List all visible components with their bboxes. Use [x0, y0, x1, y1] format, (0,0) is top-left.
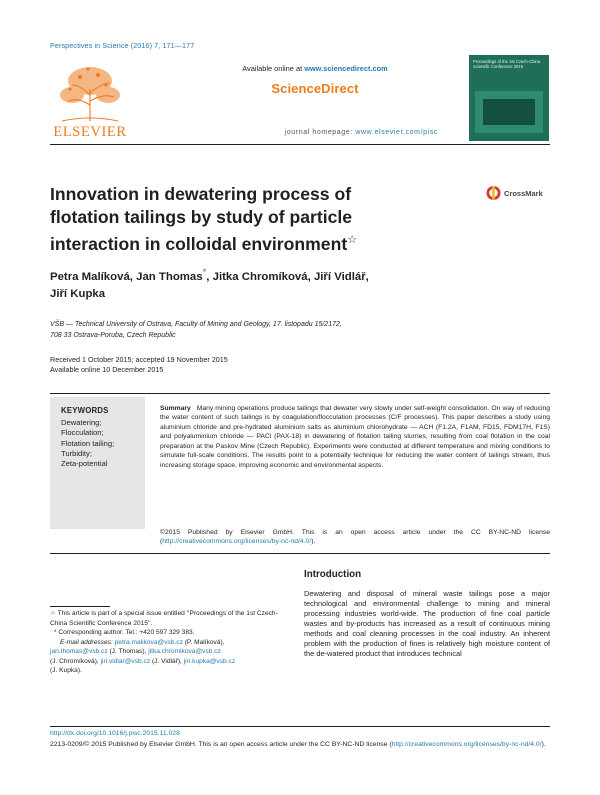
sciencedirect-logo[interactable]: ScienceDirect — [271, 81, 359, 96]
cover-artwork — [469, 85, 549, 141]
author-name[interactable]: Jitka Chromíková, — [212, 270, 311, 283]
affiliation — [50, 320, 430, 341]
email-link[interactable]: jan.thomas@vsb.cz — [50, 648, 108, 655]
affiliation-line: 708 33 Ostrava-Poruba, Czech Republic — [50, 331, 176, 339]
keyword-item: Dewatering; — [61, 418, 102, 427]
author-name[interactable]: Jiří Vidlář, — [313, 270, 369, 283]
email-link[interactable]: jiri.vidlar@vsb.cz — [100, 657, 151, 665]
journal-homepage-label: journal homepage: — [284, 129, 356, 136]
footnote-special-issue — [50, 609, 290, 628]
masthead-divider — [50, 144, 550, 145]
affiliation-line: VŠB — Technical University of Ostrava, Faculty of Mining and Geology, 17. listopadu 15/2172, — [50, 321, 342, 328]
email-link[interactable]: jiri.kupka@vsb.cz — [183, 657, 236, 665]
article-history — [50, 355, 370, 375]
license-link[interactable]: http://creativecommons.org/licenses/by-nc-nd/4.0/ — [162, 538, 312, 546]
abstract-top-divider — [50, 393, 550, 394]
keyword-item: Flocculation; — [61, 428, 104, 438]
footnote-star-text: This article is part of a special issue entitled ‘‘Proceedings of the 1st Czech-China Scientific Conference 2015’’. — [50, 610, 278, 627]
email-owner: (J. Vidlář), — [150, 657, 184, 665]
email-owner: (J. Thomas), — [107, 648, 149, 655]
abstract-summary — [160, 404, 550, 470]
sciencedirect-link[interactable]: www.sciencedirect.com — [304, 64, 388, 73]
keyword-item: Turbidity; — [61, 448, 92, 458]
keyword-item: Zeta-potential — [61, 459, 108, 469]
keywords-list — [61, 418, 114, 469]
received-date: Received 1 October 2015; accepted 19 November 2015 — [50, 355, 228, 364]
author-name[interactable] — [136, 267, 210, 283]
cover-title: Proceedings of the 1st Czech-China Scientific Conference 2015 — [473, 59, 541, 70]
footnote-emails-cont — [50, 666, 290, 676]
elsevier-wordmark: ELSEVIER — [53, 124, 127, 140]
copyright-prefix: ©2015 Published by Elsevier GmbH. This is an open access article under the CC BY-NC-ND license ( — [160, 529, 550, 546]
crossmark-icon — [486, 184, 501, 202]
email-link[interactable]: petra.malikova@vsb.cz — [114, 638, 183, 646]
copyright-suffix: ). — [311, 538, 316, 546]
email-owner: (P. Malíková), — [182, 638, 225, 646]
bottom-license-link[interactable]: http://creativecommons.org/licenses/by-nc-nd/4.0/ — [391, 741, 542, 748]
introduction-paragraph: Dewatering and disposal of mineral waste tailings pose a major technological and environmental challenge to mining and mineral processing industries world-wide. The production of fine coal particle wastes and by-products has increased as a result of continuous mining methods and coal cleaning processes in the coal industry. An inherent problem with the production of fines is relatively high moisture content of the de-watered product that introduces technical — [304, 589, 550, 659]
footnote-corr-text: Corresponding author. Tel.: +420 597 329 383. — [58, 629, 195, 636]
issn-suffix: ). — [541, 741, 546, 748]
email-label: E-mail addresses: — [60, 638, 113, 646]
author-separator: , — [206, 270, 210, 283]
journal-homepage-link[interactable]: www.elsevier.com/pisc — [355, 129, 438, 136]
available-online — [215, 64, 415, 73]
email-owner: (J. Chromíková), — [50, 657, 101, 665]
footnote-divider — [50, 606, 110, 607]
author-name[interactable]: Petra Malíková, — [50, 270, 133, 283]
footnote-corr-mark: * — [54, 629, 57, 636]
online-date: Available online 10 December 2015 — [50, 365, 164, 374]
available-prefix: Available online at — [242, 64, 305, 73]
bottom-divider — [50, 726, 550, 727]
email-link[interactable]: jitka.chromikova@vsb.cz — [148, 648, 221, 655]
summary-label: Summary — [160, 405, 191, 412]
crossmark-label: CrossMark — [504, 189, 543, 198]
summary-text: Many mining operations produce tailings that dewater very slowly under self-weight consolidation. On way of reducing the water content of such tailings is by coagulation/flocculation processes (C/F processes). This paper describes a study using aluminium chloride and pre-hydrated aluminium salts as aluminium chlorohydrate — ACH (F1.2A, F1AM, FD15, FDM17H, F1S) and polyaluminium chloride — PACl (PAX-18) in dewatering of flotation tailing slurries, resulting from coal flotation in the coal preparation at the Paskov Mine (Czech Republic). Experiments were conducted at different temperature and mixing conditions to simulate full-scale conditions. The results point to a potentially technique for reducing the water content of tailings stream, thus increasing storage space, improving economic and environmental aspects. — [160, 405, 550, 469]
keywords-heading: KEYWORDS — [61, 406, 109, 415]
footnotes — [50, 609, 290, 676]
issn-license — [50, 740, 550, 750]
author-name-text: Jan Thomas — [136, 270, 203, 283]
journal-cover-image — [469, 55, 549, 141]
author-name[interactable]: Jiří Kupka — [50, 287, 106, 300]
journal-homepage — [198, 129, 438, 136]
email-owner: (J. Kupka). — [50, 667, 82, 674]
article-title-text: Innovation in dewatering process of flotation tailings by study of particle interaction in colloidal environment — [50, 184, 353, 254]
keyword-item: Flotation tailing; — [61, 438, 115, 448]
footnote-emails-cont — [50, 657, 290, 667]
section-heading-introduction: Introduction — [304, 569, 362, 580]
doi-link[interactable]: http://dx.doi.org/10.1016/j.pisc.2015.11.028 — [50, 730, 180, 737]
author-list — [50, 264, 480, 303]
footnote-emails-cont — [50, 647, 290, 657]
footnote-corresponding — [50, 628, 290, 638]
keywords-box — [50, 397, 145, 529]
corresponding-author-mark[interactable]: * — [202, 267, 207, 278]
abstract-copyright — [160, 528, 550, 547]
journal-reference[interactable]: Perspectives in Science (2016) 7, 171—177 — [50, 41, 195, 50]
crossmark-badge[interactable] — [486, 184, 556, 204]
article-title — [50, 183, 410, 256]
footnote-emails — [50, 638, 290, 648]
title-star-mark[interactable]: ☆ — [347, 234, 358, 246]
issn-prefix: 2213-0209/© 2015 Published by Elsevier GmbH. This is an open access article under the CC BY-NC-ND license ( — [50, 741, 392, 748]
footnote-star-mark: ☆ — [50, 610, 56, 617]
abstract-bottom-divider — [50, 553, 550, 554]
